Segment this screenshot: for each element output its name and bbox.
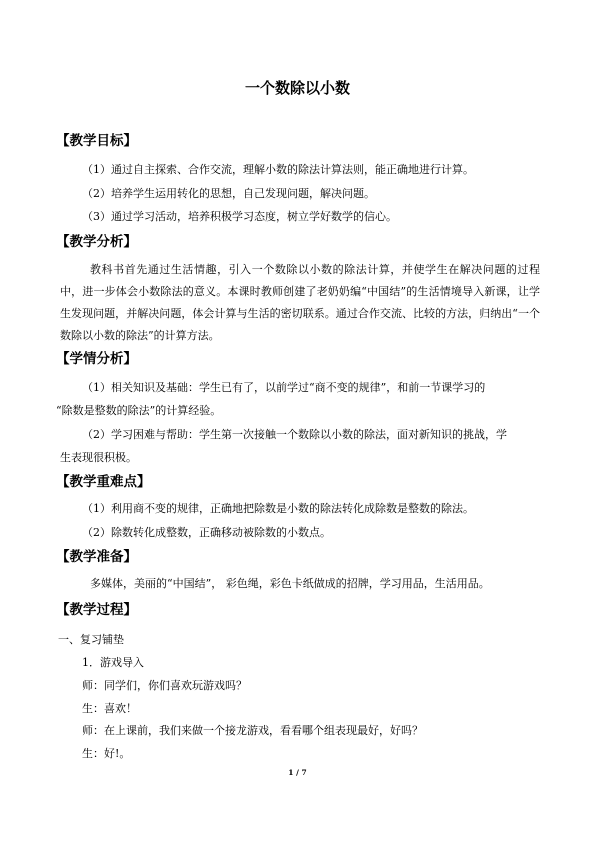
section-heading-preparation: 【教学准备】 — [56, 549, 137, 565]
students-item-2-line-2: 生表现很积极。 — [60, 451, 137, 464]
keypoint-item-2: （2）除数转化成整数，正确移动被除数的小数点。 — [82, 526, 331, 539]
preparation-text: 多媒体，美丽的“中国结”， 彩色绳，彩色卡纸做成的招牌，学习用品，生活用品。 — [90, 577, 490, 590]
section-heading-goals: 【教学目标】 — [56, 133, 137, 149]
goal-item-2: （2）培养学生运用转化的思想，自己发现问题，解决问题。 — [82, 187, 375, 200]
students-item-1-line-1: （1）相关知识及基础：学生已有了，以前学过“商不变的规律”，和前一节课学习的 — [82, 381, 486, 394]
section-heading-keypoints: 【教学重难点】 — [56, 474, 151, 490]
analysis-paragraph: 教科书首先通过生活情趣，引入一个数除以小数的除法计算，并使学生在解决问题的过程中，进一步体会小数除法的意义。本课时教师创建了老奶奶编“中国结”的生活情境导入新课，让学生发现问题，并解决问题，体会计算与生活的密切联系。通过合作交流、比较的方法，归纳出“一个数除以小数的除法”的计算方法。 — [60, 263, 540, 342]
process-line-2: 1．游戏导入 — [82, 656, 144, 669]
document-title: 一个数除以小数 — [244, 79, 350, 97]
goal-item-1: （1）通过自主探索、合作交流，理解小数的除法计算法则，能正确地进行计算。 — [82, 163, 474, 176]
process-line-3: 师：同学们，你们喜欢玩游戏吗？ — [82, 679, 247, 692]
section-heading-analysis: 【教学分析】 — [56, 234, 137, 250]
students-item-1-line-2: “除数是整数的除法”的计算经验。 — [56, 404, 222, 417]
process-line-5: 师：在上课前，我们来做一个接龙游戏，看看哪个组表现最好，好吗？ — [82, 724, 423, 737]
goal-item-3: （3）通过学习活动，培养积极学习态度，树立学好数学的信心。 — [82, 210, 397, 223]
section-heading-students: 【学情分析】 — [56, 351, 137, 367]
process-line-6: 生：好!。 — [82, 747, 131, 760]
students-item-2-line-1: （2）学习困难与帮助：学生第一次接触一个数除以小数的除法，面对新知识的挑战，学 — [82, 428, 507, 441]
page-number: 1 / 7 — [288, 768, 307, 777]
process-line-1: 一、复习铺垫 — [58, 633, 124, 646]
process-line-4: 生：喜欢！ — [82, 702, 137, 715]
keypoint-item-1: （1）利用商不变的规律，正确地把除数是小数的除法转化成除数是整数的除法。 — [82, 502, 474, 515]
section-heading-process: 【教学过程】 — [56, 602, 137, 618]
